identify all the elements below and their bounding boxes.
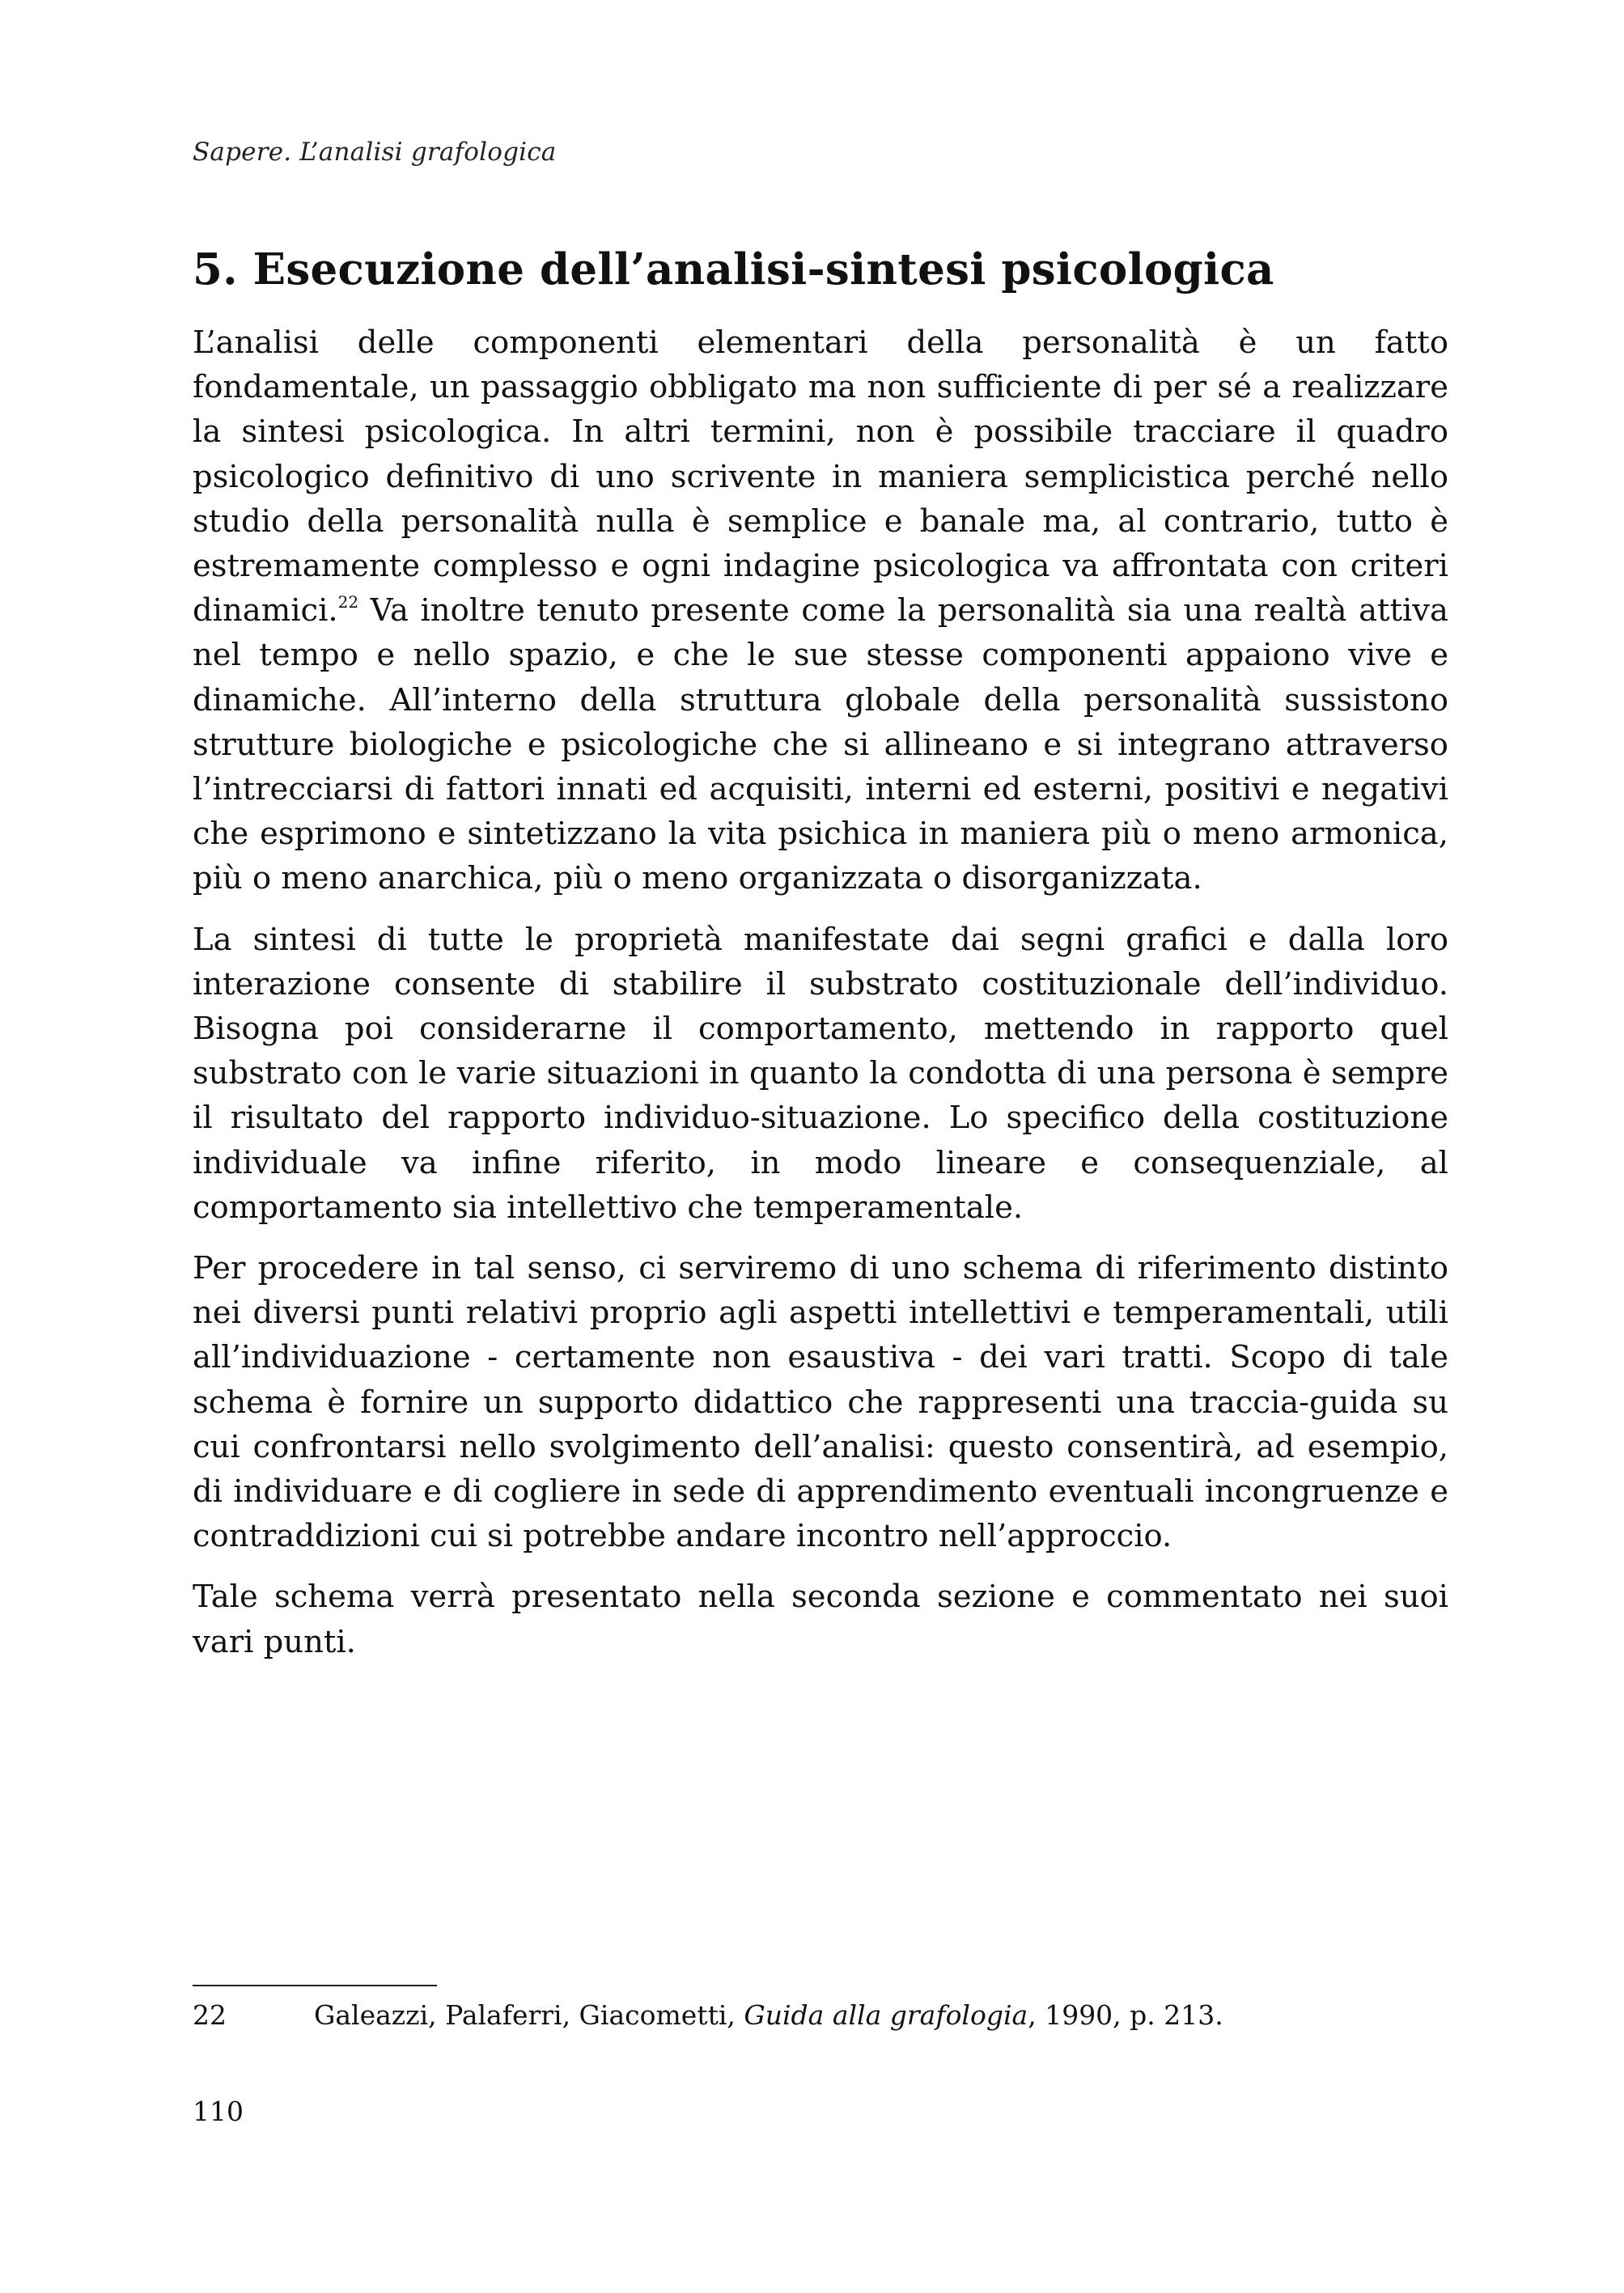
paragraph-3: Per procedere in tal senso, ci serviremo di uno schema di riferimento distinto nei diversi punti relativi proprio agli aspetti intellettivi e temperamentali, utili all’individuazione - certamente non esaustiva - dei vari tratti. Scopo di tale schema è fornire un supporto didattico che rappresenti una traccia-guida su cui confrontarsi nello svolgimento dell’analisi: questo consentirà, ad esempio, di individuare e di cogliere in sede di apprendimento eventuali incongruenze e contraddizioni cui si potrebbe andare incontro nell’approccio.: [193, 1250, 1448, 1555]
paragraph-1-text-end: Va inoltre tenuto presente come la personalità sia una realtà attiva nel tempo e nello spazio, e che le sue stesse componenti appaiono vive e dinamiche. All’interno della struttura globale della personalità sussistono strutture biologiche e psicologiche che si allineano e si integrano attraverso l’intrecciarsi di fattori innati ed acquisiti, interni ed esterni, positivi e negativi che esprimono e sintetizzano la vita psichica in maniera più o meno armonica, più o meno anarchica, più o meno organizzata o disorganizzata.: [193, 592, 1448, 897]
footnote-number: 22: [193, 1999, 227, 2031]
footnote-book-title: Guida alla grafologia: [744, 1999, 1028, 2031]
paragraph-4: Tale schema verrà presentato nella seconda sezione e commentato nei suoi vari punti.: [193, 1579, 1448, 1660]
footnote-details: , 1990, p. 213.: [1028, 1999, 1223, 2031]
footnote-22: [193, 1997, 1223, 2034]
footnote-divider: [193, 1985, 437, 1986]
section-title: 5. Esecuzione dell’analisi-sintesi psicologica: [193, 244, 1274, 295]
footnote-reference-22[interactable]: 22: [337, 592, 359, 612]
paragraph-2: La sintesi di tutte le proprietà manifestate dai segni grafici e dalla loro interazione consente di stabilire il substrato costituzionale dell’individuo. Bisogna poi considerarne il comportamento, mettendo in rapporto quel substrato con le varie situazioni in quanto la condotta di una persona è sempre il risultato del rapporto individuo-situazione. Lo specifico della costituzione individuale va infine riferito, in modo lineare e consequenziale, al comportamento sia intellettivo che temperamentale.: [193, 921, 1448, 1226]
body-text: [193, 320, 1448, 1681]
paragraph-1: [193, 320, 1448, 901]
page-number: 110: [193, 2096, 244, 2127]
paragraph-1-text-start: L’analisi delle componenti elementari della personalità è un fatto fondamentale, un passaggio obbligato ma non sufficiente di per sé a realizzare la sintesi psicologica. In altri termini, non è possibile tracciare il quadro psicologico definitivo di uno scrivente in maniera semplicistica perché nello studio della personalità nulla è semplice e banale ma, al contrario, tutto è estremamente complesso e ogni indagine psicologica va affrontata con criteri dinamici.: [193, 324, 1448, 629]
footnote-authors: Galeazzi, Palaferri, Giacometti,: [314, 1999, 744, 2031]
running-header: Sapere. L’analisi grafologica: [193, 138, 557, 167]
